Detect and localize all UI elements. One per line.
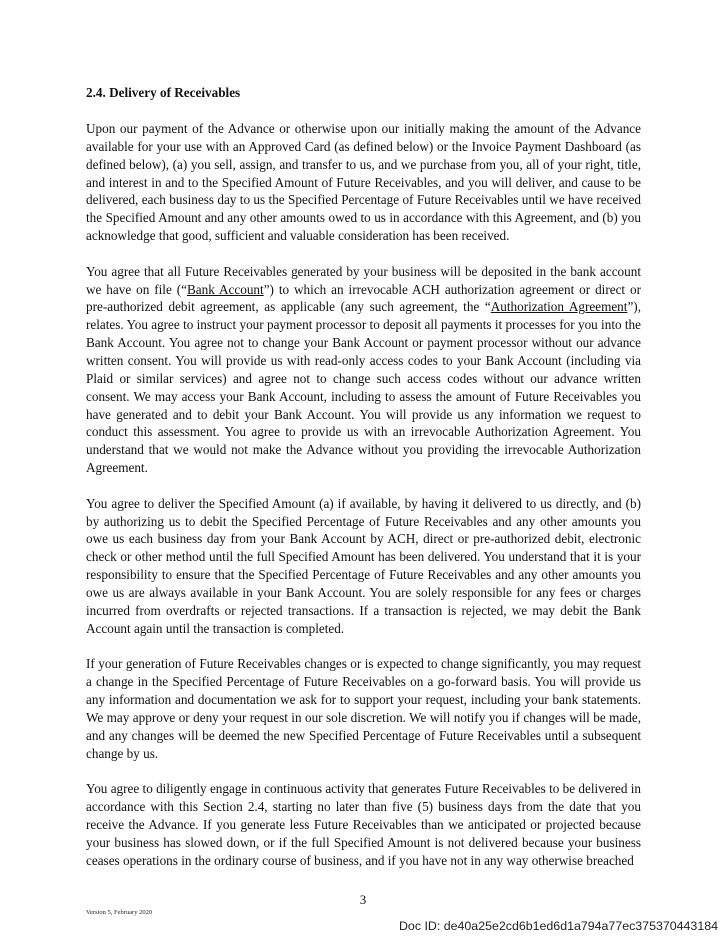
paragraph-specified-amount: You agree to deliver the Specified Amount (a) if available, by having it delivered to us directly, and (b) by authorizing us to debit the Specified Percentage of Future Receivables and any other amounts you owe us each business day from your Bank Account by ACH, direct or pre-authorized debit, electronic check or other method until the full Specified Amount has been delivered. You understand that it is your responsibility to ensure that the Specified Percentage of Future Receivables and any other amounts you owe us are always available in your Bank Account. You are solely responsible for any fees or charges incurred from overdrafts or rejected transactions. If a transaction is rejected, we may debit the Bank Account again until the transaction is completed. [86,495,641,636]
paragraph-delivery: Upon our payment of the Advance or otherwise upon our initially making the amount of the Advance available for your use with an Approved Card (as defined below) or the Invoice Payment Dashboard (as defined below), (a) you sell, assign, and transfer to us, and we purchase from you, all of your right, title, and interest in and to the Specified Amount of Future Receivables, and you will deliver, and cause to be delivered, each business day to us the Specified Percentage of Future Receivables until we have received the Specified Amount and any other amounts owed to us in accordance with this Agreement, and (b) you acknowledge that good, sufficient and valuable consideration has been received. [86,121,641,244]
version-label: Version 5, February 2020 [86,909,153,916]
doc-id: Doc ID: de40a25e2cd6b1ed6d1a794a77ec375370443184 [398,919,718,933]
section-heading: 2.4. Delivery of Receivables [86,85,241,100]
paragraph-bank-account [86,263,641,477]
defined-term-authorization-agreement: Authorization Agreement [490,299,628,315]
defined-term-bank-account: Bank Account [186,281,264,297]
paragraph-continuous-activity: You agree to diligently engage in continuous activity that generates Future Receivables to be delivered in accordance with this Section 2.4, starting no later than five (5) business days from the date that you receive the Advance. If you generate less Future Receivables than we anticipated or projected because your business has slowed down, or if the full Specified Amount is not delivered because your business ceases operations in the ordinary course of business, and if you have not in any way otherwise breached [86,781,641,868]
document-page [86,84,641,887]
paragraph-text: ”), relates. You agree to instruct your payment processor to deposit all payments it processes for you into the Bank Account. You agree not to change your Bank Account or payment processor without our advance written consent. You will provide us with read-only access codes to your Bank Account (including via Plaid or similar services) and agree not to change such access codes without our advance written consent. We may access your Bank Account, including to assess the amount of Future Receivables you have generated and to debit your Bank Account. You will provide us any information we request to conduct this assessment. You agree to provide us with an irrevocable Authorization Agreement. You understand that we would not make the Advance without you providing the irrevocable Authorization Agreement. [86,299,641,476]
paragraph-percentage-change: If your generation of Future Receivables changes or is expected to change significantly, you may request a change in the Specified Percentage of Future Receivables on a go-forward basis. You will provide us any information and documentation we ask for to support your request, including your bank statements. We may approve or deny your request in our sole discretion. We will notify you if changes will be made, and any changes will be deemed the new Specified Percentage of Future Receivables until a subsequent change by us. [86,656,641,761]
page-number: 3 [359,892,367,907]
paragraph-text: You agree that all Future Receivables generated by your business will be deposited in the bank account we have on file (“ [86,263,641,297]
paragraph-text: ”) to which an irrevocable ACH authorization agreement or direct or pre-authorized debit agreement, as applicable (any such agreement, the “ [86,281,641,315]
